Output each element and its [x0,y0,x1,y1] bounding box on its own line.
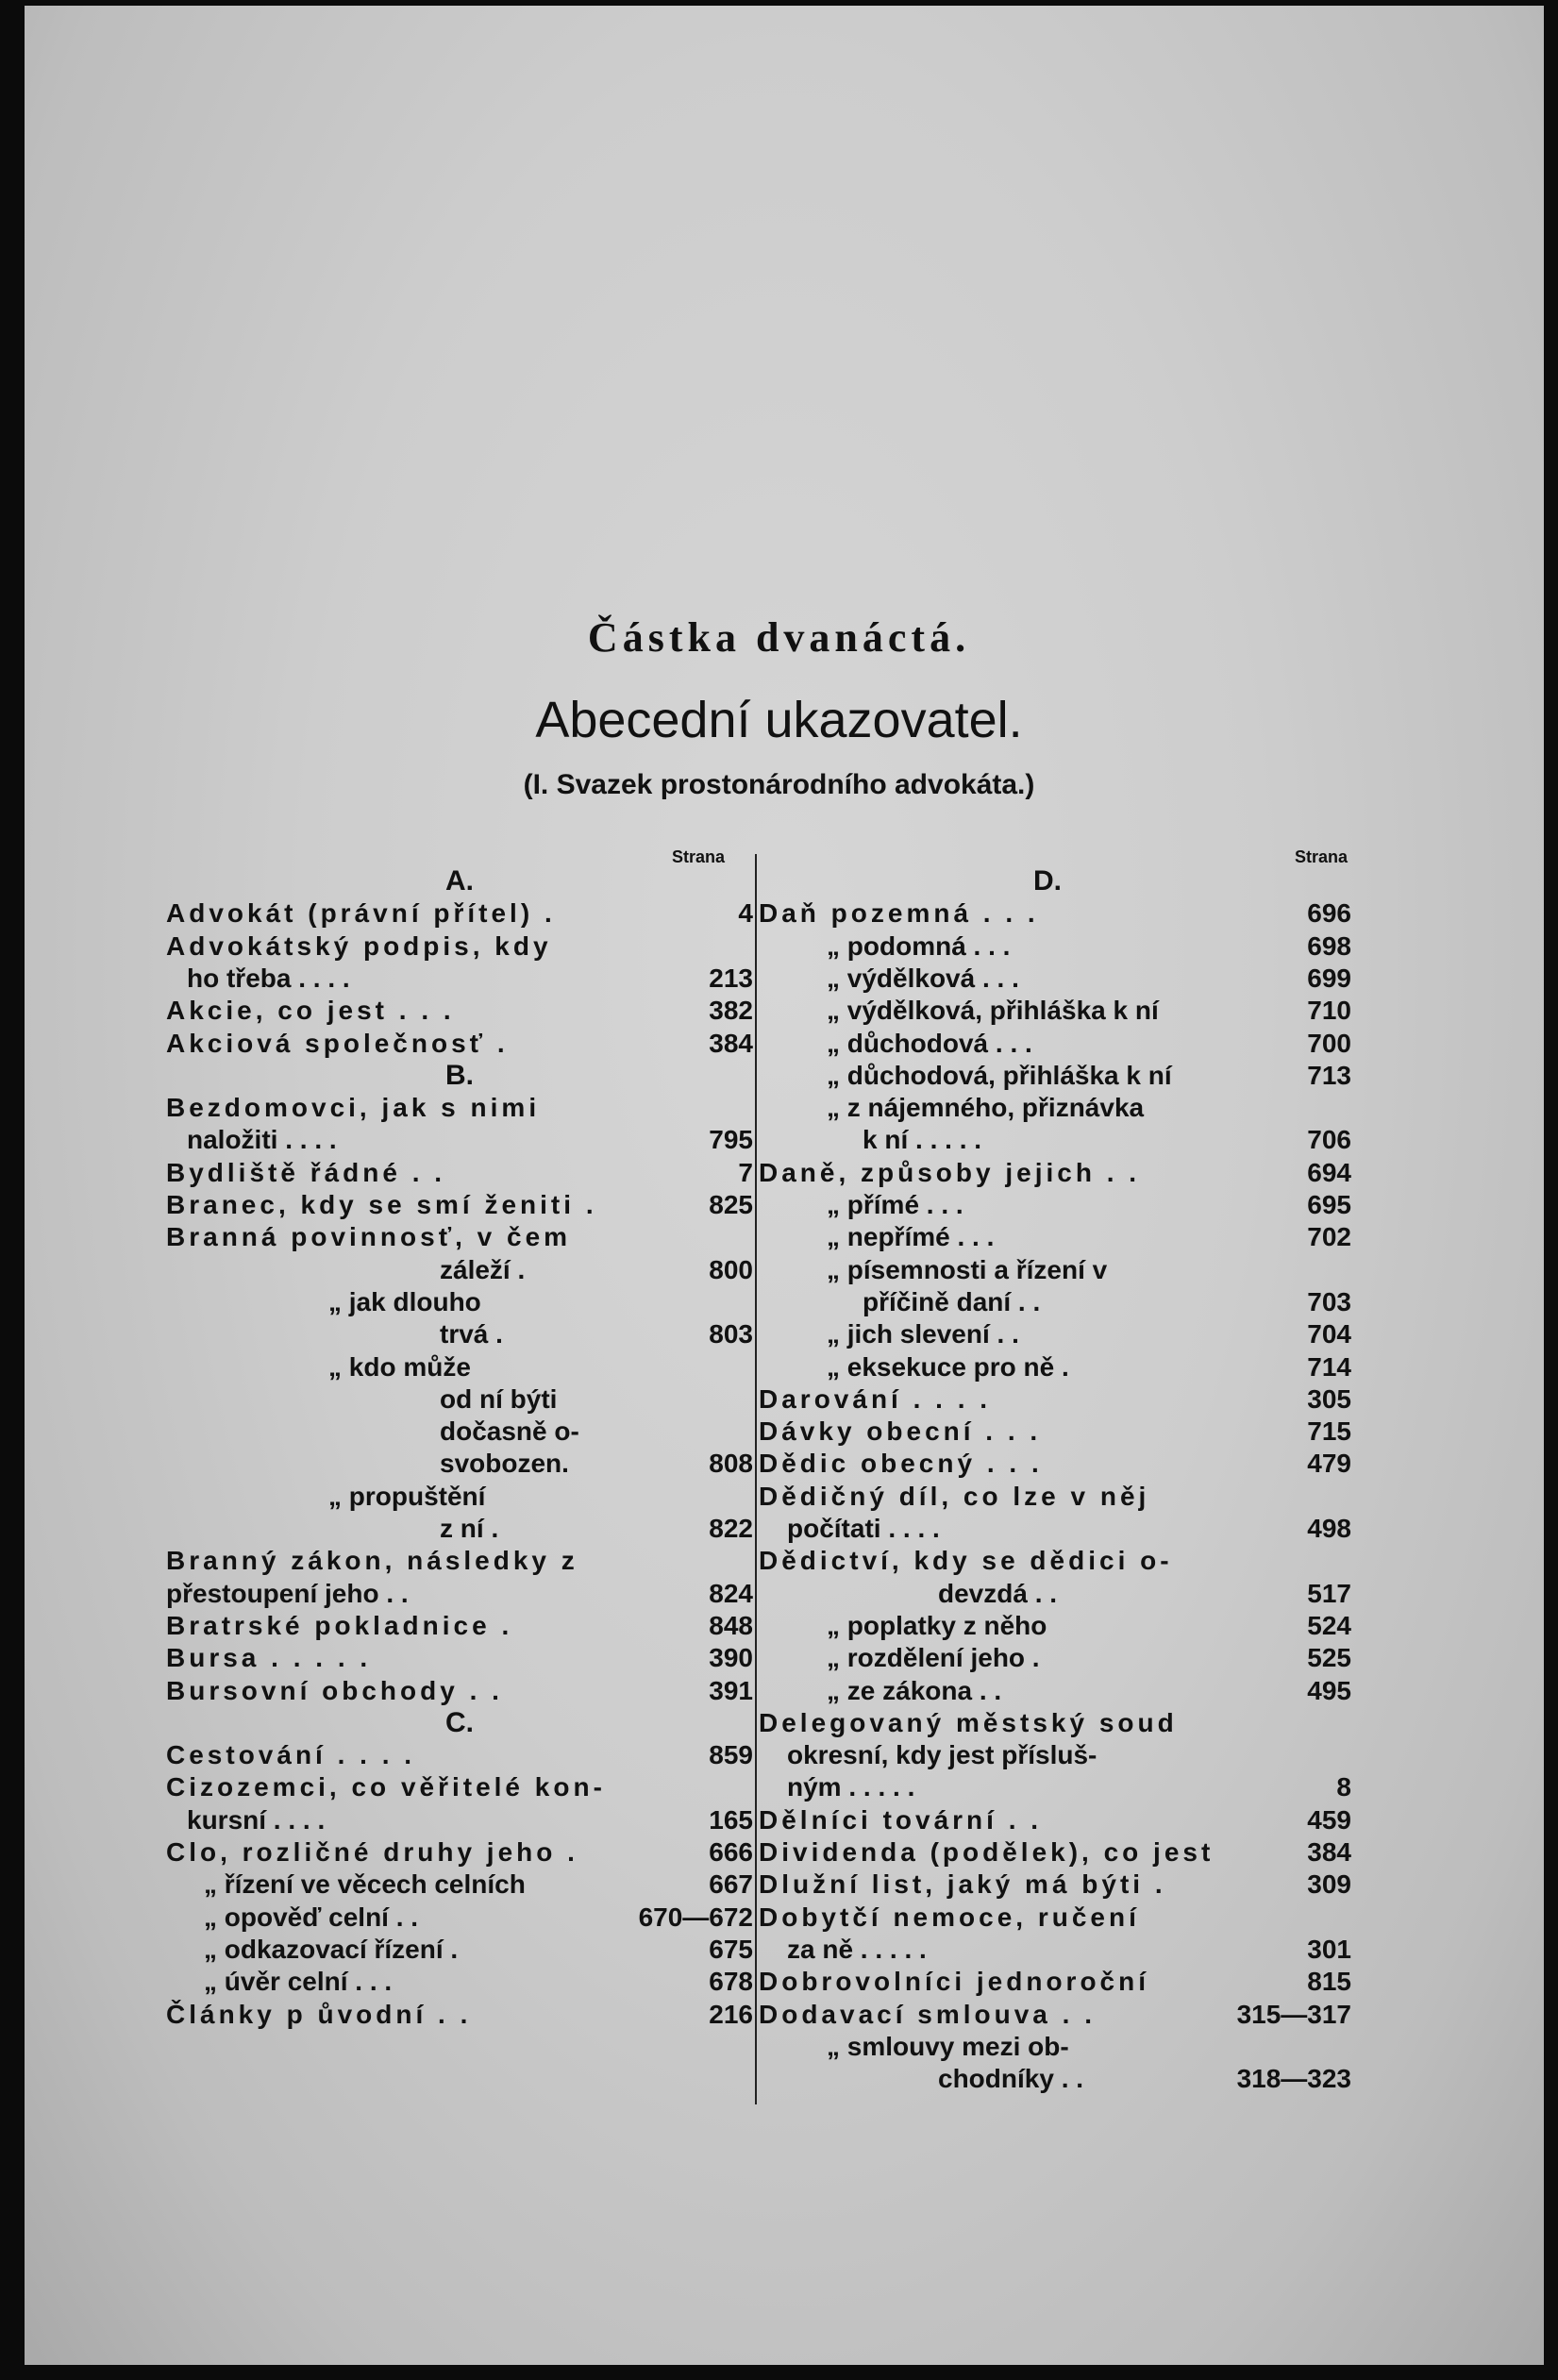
entry-label: „ řízení ve věcech celních [204,1869,526,1900]
entry-label: Akcie, co jest . . . [166,996,455,1026]
entry-page: 670—672 [638,1902,753,1932]
entry-label: Advokát (právní přítel) . [166,898,556,929]
entry-label: Bydliště řádné . . [166,1157,446,1187]
index-entry [759,1999,1351,2031]
entry-page: 479 [1307,1449,1351,1479]
entry-page: 459 [1307,1804,1351,1835]
entry-page: 822 [709,1514,753,1543]
entry-page: 4 [738,898,753,929]
index-entry [759,1707,1351,1739]
entry-label: ho třeba . . . . [187,963,350,993]
entry-page: 700 [1307,1028,1351,1058]
index-entry [166,1545,753,1577]
index-title: Abecední ukazovatel. [535,692,1023,748]
entry-page: 706 [1307,1125,1351,1155]
entry-label: Branný zákon, následky z [166,1546,578,1576]
entry-label: „ rozdělení jeho . [827,1643,1040,1673]
entry-label: Dědictví, kdy se dědici o- [759,1546,1173,1576]
entry-label: „ písemnosti a řízení v [827,1254,1108,1284]
index-entry [759,1869,1351,1901]
entry-label: Bursa . . . . . [166,1643,372,1673]
index-entry [166,1771,753,1803]
index-entry [166,1221,753,1253]
index-entry [166,897,753,930]
index-entry [759,1124,1351,1156]
entry-label: Branná povinnosť, v čem [166,1222,572,1252]
entry-page: 699 [1307,963,1351,993]
entry-page: 825 [709,1190,753,1219]
left-page-column-label: Strana [672,847,726,866]
entry-label: „ úvěr celní . . . [204,1967,393,1997]
entry-page: 305 [1307,1383,1351,1414]
entry-page: 525 [1307,1643,1351,1673]
entry-page: 384 [1307,1837,1351,1867]
index-entry [759,1157,1351,1189]
entry-label: k ní . . . . . [863,1125,982,1155]
entry-page: 678 [709,1967,753,1997]
index-entry [166,1286,753,1318]
entry-page: 703 [1307,1286,1351,1316]
index-entry [759,1610,1351,1642]
index-entry [759,930,1351,963]
entry-label: Dobytčí nemoce, ručení [759,1902,1140,1932]
index-entry [166,1578,753,1610]
entry-label: za ně . . . . . [787,1934,927,1964]
index-entry [166,1351,753,1383]
entry-page: 8 [1336,1772,1351,1802]
entry-page: 696 [1307,898,1351,929]
entry-label: naložiti . . . . [187,1125,337,1155]
index-entry [759,1513,1351,1545]
entry-page: 675 [709,1934,753,1964]
entry-label: Akciová společnosť . [166,1028,509,1058]
entry-page: 694 [1307,1157,1351,1187]
entry-label: počítati . . . . [787,1514,940,1543]
entry-label: „ z nájemného, přiznávka [827,1093,1145,1123]
entry-label: Cestování . . . . [166,1740,416,1770]
entry-label: „ podomná . . . [827,930,1011,961]
entry-page: 848 [709,1610,753,1640]
entry-label: „ důchodová, přihláška k ní [827,1060,1172,1090]
right-page-column-label: Strana [1295,847,1349,866]
entry-label: Darování . . . . [759,1383,992,1414]
entry-page: 715 [1307,1416,1351,1447]
index-entry [759,1739,1351,1771]
entry-page: 213 [709,963,753,993]
index-entry [759,1836,1351,1869]
entry-label: „ smlouvy mezi ob- [827,2031,1069,2061]
entry-page: 517 [1307,1578,1351,1608]
index-entry [759,1448,1351,1480]
index-entry [759,1481,1351,1513]
entry-label: „ opověď celní . . [204,1902,419,1932]
entry-label: Bratrské pokladnice . [166,1610,513,1640]
index-entry [166,1254,753,1286]
column-divider [755,854,757,2104]
index-entry [759,1286,1351,1318]
entry-page: 384 [709,1028,753,1058]
index-entry [759,1545,1351,1577]
entry-label: devzdá . . [938,1578,1058,1608]
chapter-heading: Částka dvanáctá. [587,614,971,661]
volume-subtitle: (I. Svazek prostonárodního advokáta.) [523,769,1035,800]
entry-label: „ výdělková . . . [827,963,1019,993]
entry-label: Dividenda (podělek), co jest [759,1837,1215,1867]
index-entry [759,1318,1351,1350]
index-entry [759,1642,1351,1674]
entry-page: 666 [709,1837,753,1867]
index-entry [759,1092,1351,1124]
index-entry [166,1416,753,1448]
entry-label: Bursovní obchody . . [166,1675,503,1705]
index-entry [166,1739,753,1771]
entry-page: 803 [709,1319,753,1349]
entry-page: 390 [709,1643,753,1673]
index-entry [166,1092,753,1124]
entry-label: Cizozemci, co věřitelé kon- [166,1772,606,1802]
index-entry [759,1189,1351,1221]
index-entry [166,1028,753,1060]
entry-label: Dodavací smlouva . . [759,1999,1096,2029]
entry-label: „ propuštění [328,1481,486,1511]
section-letter: C. [445,1706,474,1738]
entry-page: 859 [709,1740,753,1770]
entry-page: 495 [1307,1675,1351,1705]
entry-label: Daň pozemná . . . [759,898,1039,929]
index-entry [166,1513,753,1545]
entry-label: „ poplatky z něho [827,1610,1047,1640]
entry-label: Dědičný díl, co lze v něj [759,1481,1150,1511]
index-entry [759,1028,1351,1060]
index-entry [759,2031,1351,2063]
entry-page: 309 [1307,1869,1351,1900]
index-entry [759,1416,1351,1448]
entry-page: 667 [709,1869,753,1900]
index-entry [166,995,753,1027]
index-entry [166,1966,753,1998]
entry-page: 698 [1307,930,1351,961]
index-entry [166,1642,753,1674]
entry-label: Delegovaný městský soud [759,1707,1178,1737]
section-letter: D. [1033,865,1062,897]
index-entry [759,1351,1351,1383]
entry-label: „ eksekuce pro ně . [827,1351,1069,1382]
index-entry [166,1610,753,1642]
index-entry [759,1578,1351,1610]
index-entry [759,1934,1351,1966]
index-entry [166,1869,753,1901]
entry-label: „ jak dlouho [328,1286,481,1316]
entry-page: 815 [1307,1967,1351,1997]
entry-page: 710 [1307,996,1351,1026]
index-entry [166,1124,753,1156]
entry-label: přestoupení jeho . . [166,1578,409,1608]
entry-label: Dávky obecní . . . [759,1416,1042,1447]
section-letter: A. [445,865,474,897]
entry-page: 165 [709,1804,753,1835]
index-entry [759,897,1351,930]
entry-label: Advokátský podpis, kdy [166,930,552,961]
entry-label: Bezdomovci, jak s nimi [166,1093,541,1123]
entry-page: 318—323 [1236,2064,1351,2094]
index-entry [166,1318,753,1350]
index-entry [759,1966,1351,1998]
entry-label: „ přímé . . . [827,1190,963,1219]
entry-page: 795 [709,1125,753,1155]
entry-label: od ní býti [440,1383,558,1414]
index-entry [166,1383,753,1416]
entry-page: 382 [709,996,753,1026]
index-entry [166,1836,753,1869]
entry-label: Clo, rozličné druhy jeho . [166,1837,578,1867]
entry-label: trvá . [440,1319,503,1349]
index-entry [759,995,1351,1027]
entry-page: 824 [709,1578,753,1608]
index-entry [166,1157,753,1189]
entry-label: „ kdo může [328,1351,471,1382]
entry-page: 808 [709,1449,753,1479]
entry-label: Branec, kdy se smí ženiti . [166,1190,597,1219]
entry-label: příčině daní . . [863,1286,1041,1316]
entry-label: chodníky . . [938,2064,1084,2094]
entry-page: 498 [1307,1514,1351,1543]
index-entry [759,963,1351,995]
index-entry [759,1771,1351,1803]
index-entry [759,1383,1351,1416]
entry-page: 301 [1307,1934,1351,1964]
entry-label: záleží . [440,1254,526,1284]
index-entry [166,930,753,963]
entry-page: 704 [1307,1319,1351,1349]
section-letter: B. [445,1059,474,1091]
index-entry [166,1189,753,1221]
entry-label: „ nepřímé . . . [827,1222,995,1252]
entry-label: „ výdělková, přihláška k ní [827,996,1159,1026]
entry-label: Dlužní list, jaký má býti . [759,1869,1166,1900]
entry-label: Dobrovolníci jednoroční [759,1967,1150,1997]
entry-label: Dědic obecný . . . [759,1449,1043,1479]
entry-label: „ ze zákona . . [827,1675,1002,1705]
index-entry [166,963,753,995]
entry-label: Daně, způsoby jejich . . [759,1157,1141,1187]
entry-label: Dělníci tovární . . [759,1804,1043,1835]
entry-page: 7 [738,1157,753,1187]
index-entry [759,1804,1351,1836]
index-entry [166,1934,753,1966]
index-entry [759,2063,1351,2095]
index-entry [759,1060,1351,1092]
index-entry [166,1902,753,1934]
entry-label: „ jich slevení . . [827,1319,1019,1349]
entry-page: 800 [709,1254,753,1284]
entry-label: „ odkazovací řízení . [204,1934,459,1964]
index-entry [166,1804,753,1836]
entry-label: okresní, kdy jest přísluš- [787,1740,1097,1770]
index-entry [759,1254,1351,1286]
entry-label: dočasně o- [440,1416,579,1447]
entry-label: ným . . . . . [787,1772,915,1802]
index-entry [759,1675,1351,1707]
index-entry [759,1221,1351,1253]
entry-label: „ důchodová . . . [827,1028,1032,1058]
index-entry [166,1999,753,2031]
index-entry [759,1902,1351,1934]
entry-page: 695 [1307,1190,1351,1219]
index-entry [166,1448,753,1480]
entry-label: kursní . . . . [187,1804,326,1835]
entry-page: 714 [1307,1351,1351,1382]
entry-page: 524 [1307,1610,1351,1640]
index-entry [166,1481,753,1513]
entry-label: Články p ůvodní . . [166,1999,472,2029]
index-entry [166,1675,753,1707]
entry-page: 216 [709,1999,753,2029]
entry-page: 702 [1307,1222,1351,1252]
entry-label: z ní . [440,1514,499,1543]
entry-page: 315—317 [1236,1999,1351,2029]
entry-label: svobozen. [440,1449,569,1479]
entry-page: 391 [709,1675,753,1705]
entry-page: 713 [1307,1060,1351,1090]
